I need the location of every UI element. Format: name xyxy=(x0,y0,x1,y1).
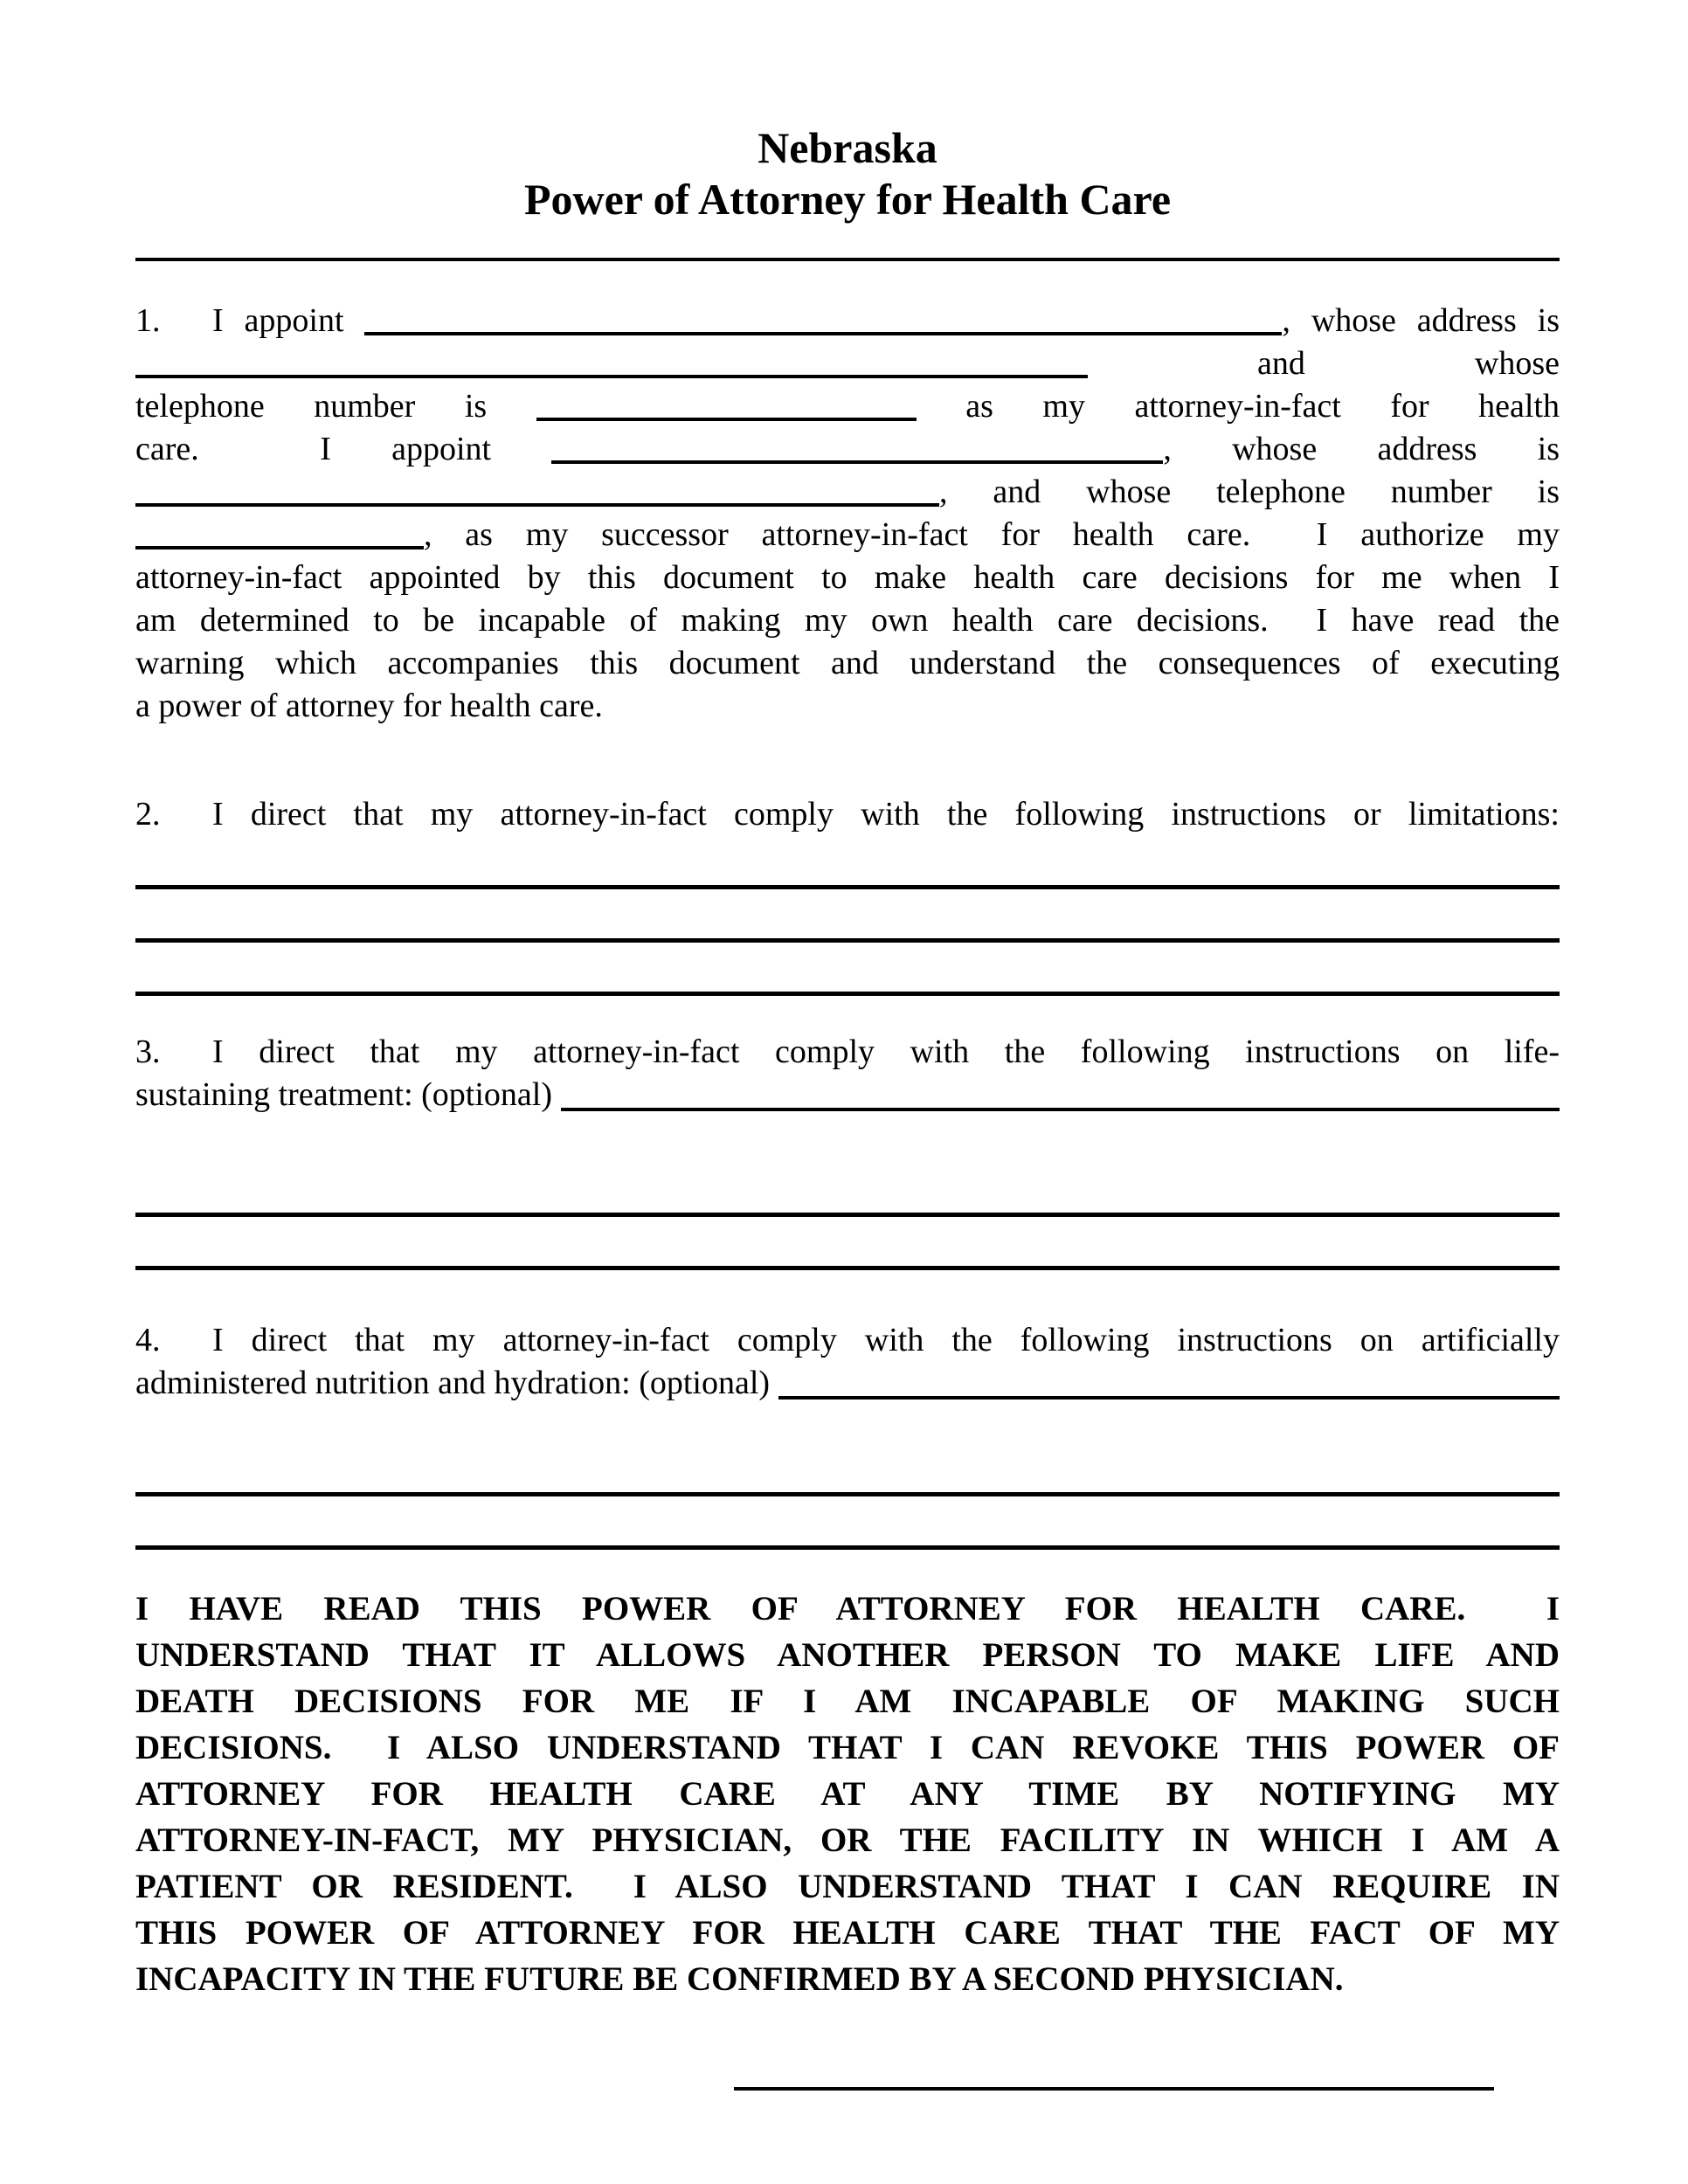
blank-rule-line xyxy=(135,1443,1560,1496)
document-header xyxy=(135,122,1560,261)
text-line xyxy=(135,1910,1560,1956)
item-number: 1. xyxy=(135,302,161,339)
text-line xyxy=(135,599,1560,642)
text-segment: warning which accompanies this document and understand the consequences of executing xyxy=(135,645,1560,681)
signature-line xyxy=(734,2087,1494,2091)
text-segment: UNDERSTAND THAT IT ALLOWS ANOTHER PERSON TO MAKE LIFE AND xyxy=(135,1636,1560,1674)
text-line xyxy=(135,1632,1560,1678)
text-line xyxy=(135,685,1560,728)
text-segment: am determined to be incapable of making my own health care decisions. I have read the xyxy=(135,602,1560,639)
text-segment: I HAVE READ THIS POWER OF ATTORNEY FOR HEALTH CARE. I xyxy=(135,1590,1560,1628)
text-line xyxy=(135,1771,1560,1817)
acknowledgment-statement xyxy=(135,1586,1560,2002)
text-line xyxy=(135,1031,1560,1074)
blank-rule-line xyxy=(135,1164,1560,1217)
text-segment: THIS POWER OF ATTORNEY FOR HEALTH CARE THAT THE FACT OF MY xyxy=(135,1914,1560,1952)
text-segment: , whose address is xyxy=(1282,302,1560,339)
text-segment: I direct that my attorney-in-fact comply with the following instructions on artificially xyxy=(212,1322,1560,1358)
title-state: Nebraska xyxy=(758,123,937,172)
document-sections xyxy=(135,300,1560,2002)
text-segment: DECISIONS. I ALSO UNDERSTAND THAT I CAN REVOKE THIS POWER OF xyxy=(135,1729,1560,1766)
text-segment: I direct that my attorney-in-fact comply with the following instructions or limitations: xyxy=(212,796,1560,833)
text-line xyxy=(135,300,1560,342)
text-segment: and whose xyxy=(1088,345,1560,382)
text-segment: a power of attorney for health care. xyxy=(135,688,603,724)
text-segment: , whose address is xyxy=(1163,431,1560,467)
title-underline xyxy=(135,258,1560,261)
text-line xyxy=(135,1863,1560,1910)
text-segment: I direct that my attorney-in-fact comply with the following instructions on life- xyxy=(212,1033,1560,1070)
text-segment: care. I appoint xyxy=(135,431,552,467)
blank-field xyxy=(778,1396,1560,1400)
title-main: Power of Attorney for Health Care xyxy=(523,175,1172,224)
item-4-nutrition-hydration xyxy=(135,1319,1560,1550)
text-segment: I appoint xyxy=(212,302,365,339)
blank-rule-line xyxy=(135,1217,1560,1270)
blank-field xyxy=(536,391,917,421)
text-line xyxy=(135,385,1560,428)
text-segment: , and whose telephone number is xyxy=(939,473,1560,510)
text-segment: ATTORNEY FOR HEALTH CARE AT ANY TIME BY NOTIFYING MY xyxy=(135,1775,1560,1813)
text-line xyxy=(135,428,1560,471)
text-segment: DEATH DECISIONS FOR ME IF I AM INCAPABLE OF MAKING SUCH xyxy=(135,1683,1560,1720)
text-line xyxy=(135,514,1560,556)
blank-rule-line xyxy=(135,943,1560,996)
text-line xyxy=(135,1319,1560,1362)
text-segment: administered nutrition and hydration: (optional) xyxy=(135,1365,778,1401)
item-number: 2. xyxy=(135,796,161,833)
blank-field xyxy=(135,520,424,549)
text-segment: ATTORNEY-IN-FACT, MY PHYSICIAN, OR THE FACILITY IN WHICH I AM A xyxy=(135,1821,1560,1859)
text-line xyxy=(135,1074,1560,1116)
item-2-instructions-limitations xyxy=(135,793,1560,996)
item-1-appointment xyxy=(135,300,1560,728)
text-line xyxy=(135,1586,1560,1632)
blank-field xyxy=(551,434,1163,464)
text-line xyxy=(135,556,1560,599)
document-title xyxy=(135,122,1560,225)
item-number: 4. xyxy=(135,1322,161,1358)
text-segment: telephone number is xyxy=(135,388,536,425)
item-3-life-sustaining-treatment xyxy=(135,1031,1560,1270)
text-line xyxy=(135,1362,1560,1405)
text-segment: PATIENT OR RESIDENT. I ALSO UNDERSTAND THAT I CAN REQUIRE IN xyxy=(135,1868,1560,1905)
text-line xyxy=(135,793,1560,836)
blank-field xyxy=(561,1108,1560,1111)
blank-rule-line xyxy=(135,889,1560,943)
blank-field xyxy=(135,477,939,507)
text-line xyxy=(135,1724,1560,1771)
blank-field xyxy=(135,349,1088,378)
text-segment: INCAPACITY IN THE FUTURE BE CONFIRMED BY A SECOND PHYSICIAN. xyxy=(135,1960,1344,1998)
text-segment: as my attorney-in-fact for health xyxy=(916,388,1560,425)
text-line xyxy=(135,1817,1560,1863)
text-line xyxy=(135,1678,1560,1724)
text-segment: , as my successor attorney-in-fact for health care. I authorize my xyxy=(424,516,1560,553)
text-segment: sustaining treatment: (optional) xyxy=(135,1076,561,1113)
blank-field xyxy=(364,306,1282,335)
text-line xyxy=(135,471,1560,514)
item-number: 3. xyxy=(135,1033,161,1070)
text-segment: attorney-in-fact appointed by this document to make health care decisions for me when I xyxy=(135,559,1560,596)
blank-rule-line xyxy=(135,836,1560,889)
text-line xyxy=(135,1956,1560,2002)
text-line xyxy=(135,342,1560,385)
text-line xyxy=(135,642,1560,685)
blank-rule-line xyxy=(135,1496,1560,1550)
